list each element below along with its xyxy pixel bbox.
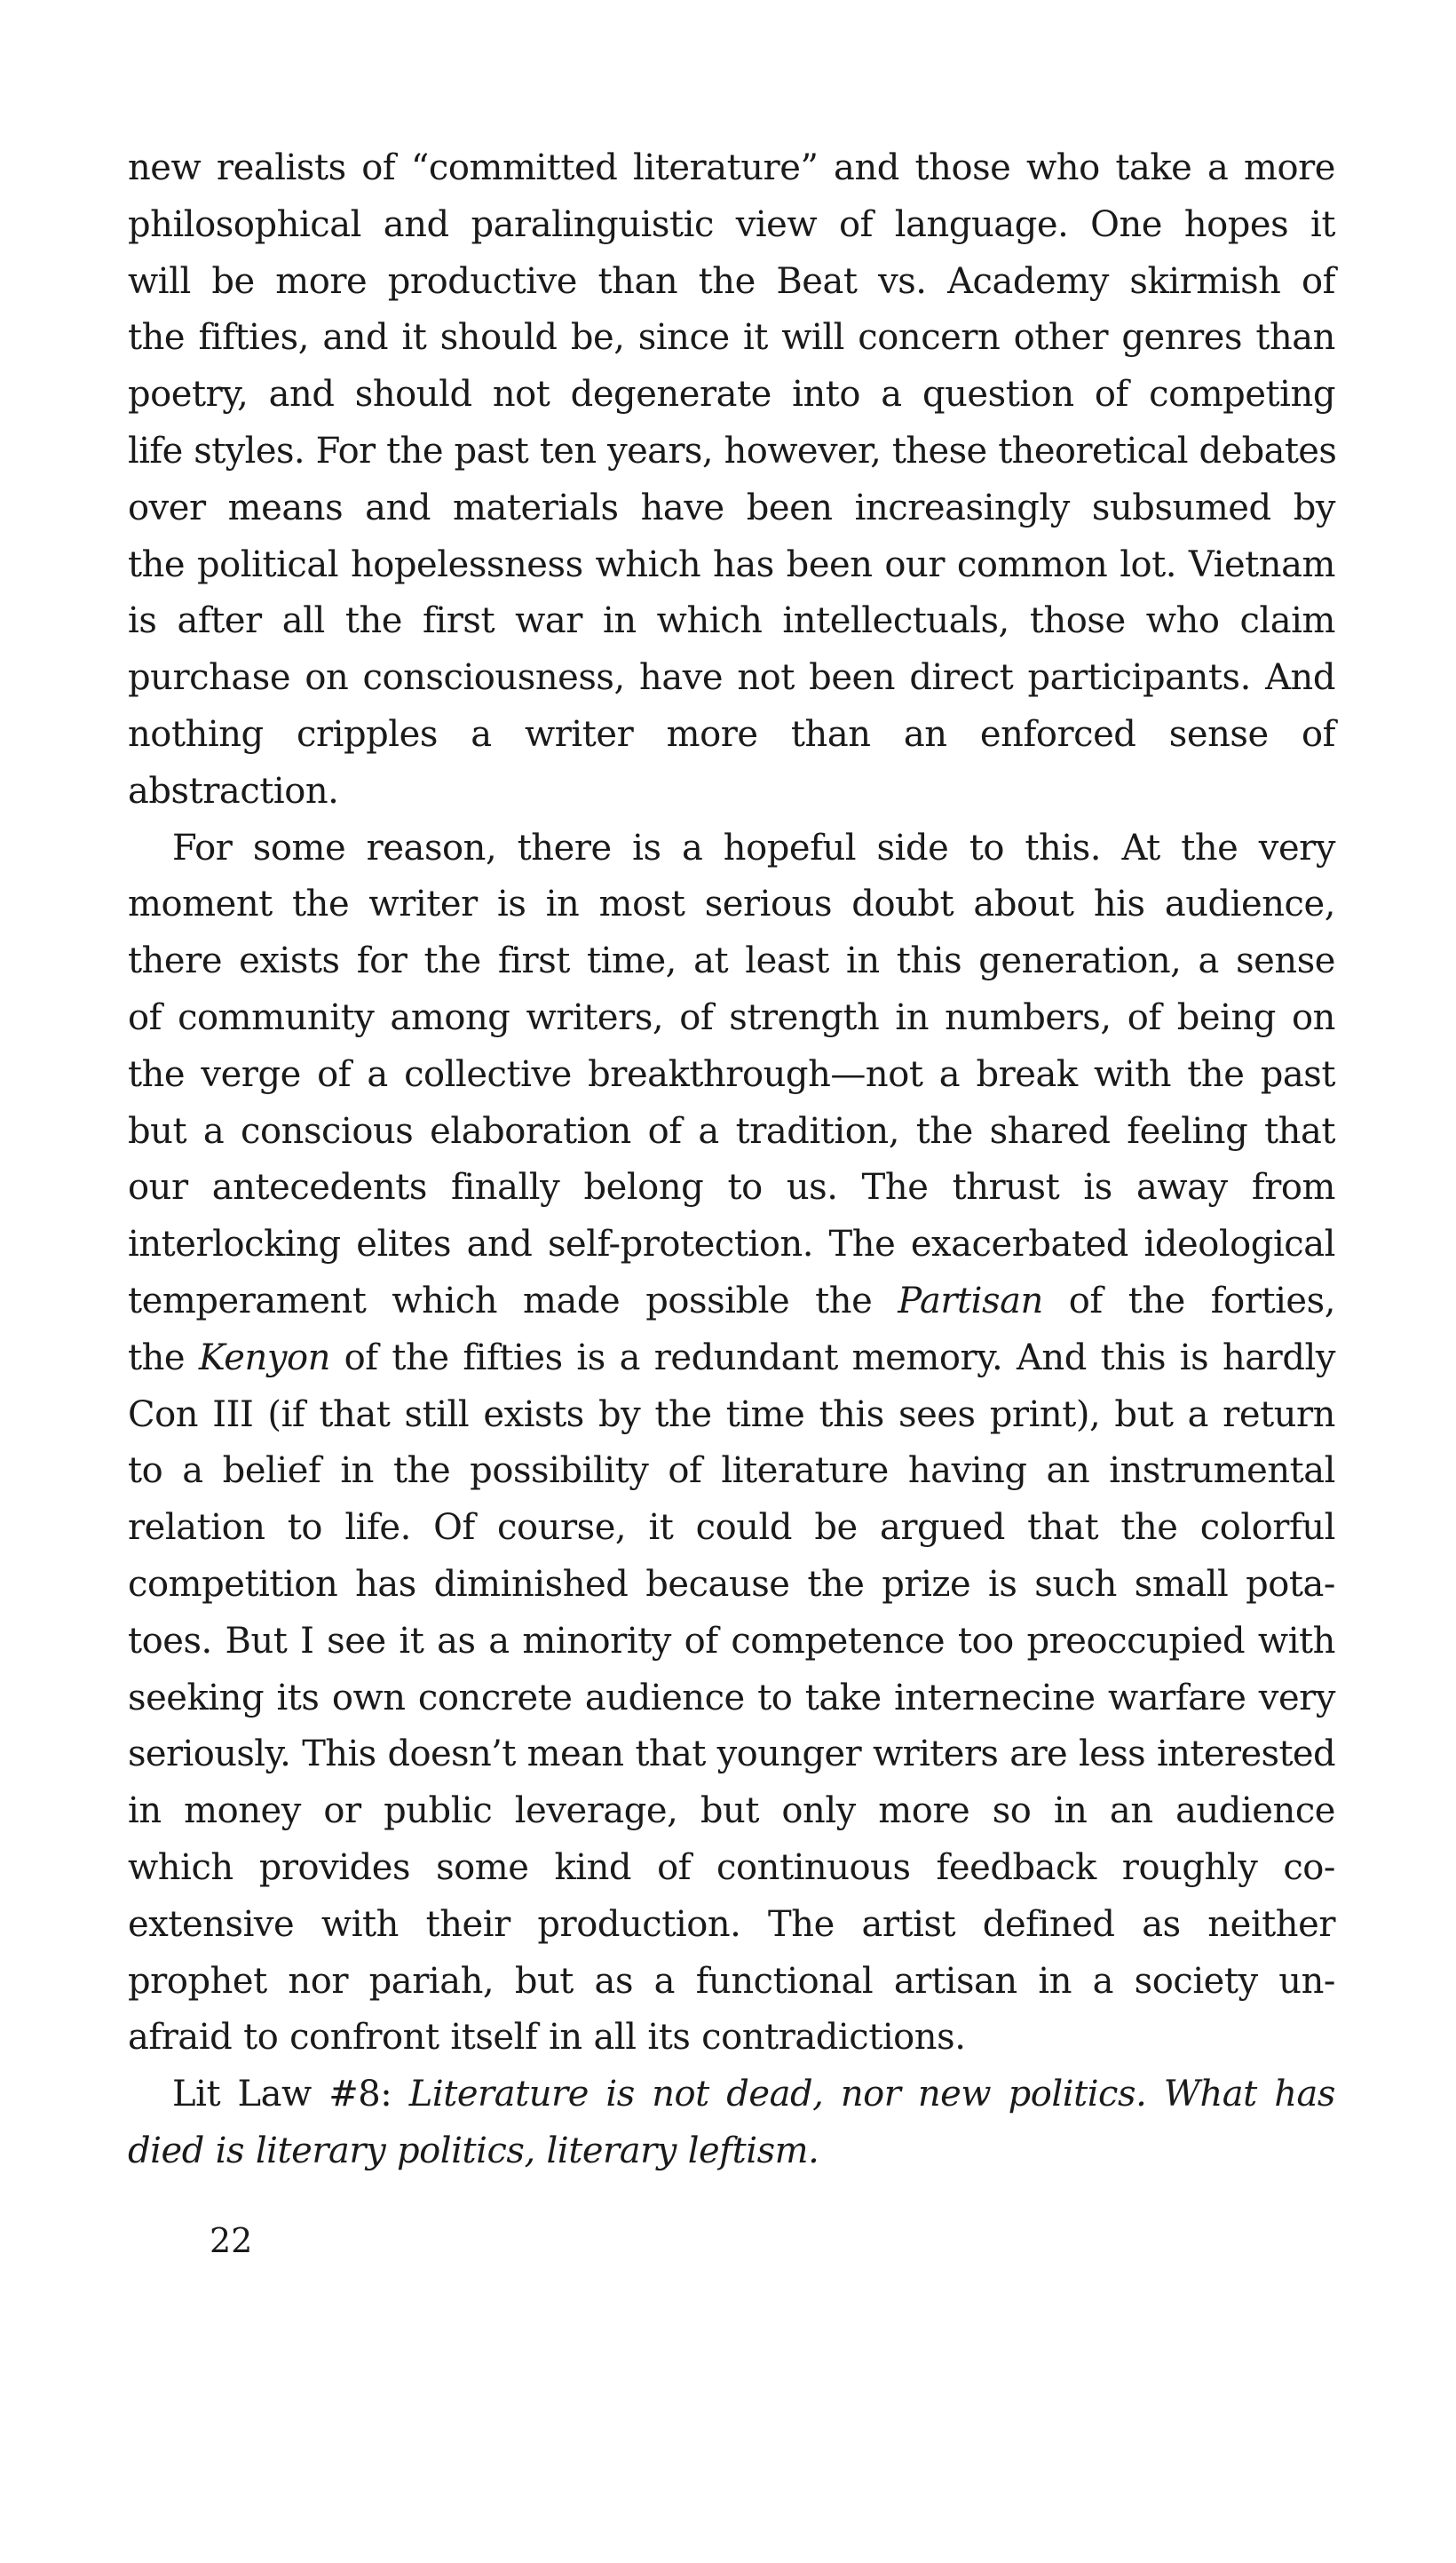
line-text: temperament which made possible the <box>128 1280 898 1321</box>
text-line: to a belief in the possibility of literature having an instrumental <box>128 1450 1335 1492</box>
text-line: is after all the first war in which intellectuals, those who claim <box>128 600 1335 642</box>
text-line: in money or public leverage, but only more so in an audience <box>128 1790 1335 1832</box>
text-line: extensive with their production. The artist defined as neither <box>128 1903 1335 1945</box>
text-line: there exists for the first time, at least in this generation, a sense <box>128 940 1335 982</box>
body-text <box>128 140 1335 2180</box>
text-line: relation to life. Of course, it could be argued that the colorful <box>128 1507 1335 1549</box>
paragraph-1 <box>128 140 1335 821</box>
line-text: of the fifties is a redundant memory. And this is hardly <box>329 1337 1335 1378</box>
text-line: which provides some kind of continuous feedback roughly co- <box>128 1846 1335 1888</box>
text-line: competition has diminished because the prize is such small pota- <box>128 1563 1335 1605</box>
text-line: life styles. For the past ten years, however, these theoretical debates <box>128 430 1337 472</box>
text-line: the political hopelessness which has been our common lot. Vietnam <box>128 544 1335 585</box>
journal-title-kenyon: Kenyon <box>198 1337 330 1378</box>
text-line: prophet nor pariah, but as a functional artisan in a society un- <box>128 1960 1335 2002</box>
lit-law-label: Lit Law #8: <box>172 2074 409 2115</box>
page-number: 22 <box>210 2221 253 2260</box>
text-line: over means and materials have been increasingly subsumed by <box>128 487 1335 528</box>
text-line: the fifties, and it should be, since it will concern other genres than <box>128 317 1335 359</box>
text-line: afraid to confront itself in all its contradictions. <box>128 2017 966 2059</box>
text-line: nothing cripples a writer more than an enforced sense of <box>128 713 1335 755</box>
lit-law-statement: Literature is not dead, nor new politics. What has <box>408 2074 1335 2115</box>
text-line: but a conscious elaboration of a tradition, the shared feeling that <box>128 1110 1335 1152</box>
text-line <box>128 1274 1335 1330</box>
text-line: Con III (if that still exists by the time this sees print), but a return <box>128 1393 1335 1435</box>
text-line: interlocking elites and self-protection. The exacerbated ideological <box>128 1224 1335 1266</box>
text-line <box>128 2123 1335 2180</box>
lit-law-statement: died is literary politics, literary leftism. <box>128 2130 819 2171</box>
text-line: seeking its own concrete audience to take internecine warfare very <box>128 1677 1335 1718</box>
line-text: of the forties, <box>1042 1280 1335 1321</box>
paragraph-2 <box>128 821 1335 2067</box>
text-line: the verge of a collective breakthrough—not a break with the past <box>128 1053 1335 1095</box>
text-line: will be more productive than the Beat vs. Academy skirmish of <box>128 260 1335 302</box>
text-line: abstraction. <box>128 770 339 812</box>
text-line: of community among writers, of strength in numbers, of being on <box>128 996 1335 1038</box>
text-line <box>128 1330 1335 1387</box>
line-text: the <box>128 1337 199 1378</box>
text-line: toes. But I see it as a minority of competence too preoccupied with <box>128 1620 1335 1662</box>
text-line <box>128 2067 1335 2123</box>
text-line: moment the writer is in most serious doubt about his audience, <box>128 884 1335 925</box>
text-line: philosophical and paralinguistic view of language. One hopes it <box>128 203 1335 245</box>
text-line: poetry, and should not degenerate into a question of competing <box>128 374 1335 416</box>
journal-title-partisan: Partisan <box>898 1280 1043 1321</box>
text-line: seriously. This doesn’t mean that younger writers are less interested <box>128 1734 1335 1775</box>
text-line: new realists of “committed literature” and those who take a more <box>128 147 1335 188</box>
text-line: For some reason, there is a hopeful side to this. At the very <box>172 827 1335 869</box>
text-line: our antecedents finally belong to us. The thrust is away from <box>128 1167 1335 1209</box>
text-line: purchase on consciousness, have not been direct participants. And <box>128 657 1335 699</box>
paragraph-3 <box>128 2067 1335 2180</box>
